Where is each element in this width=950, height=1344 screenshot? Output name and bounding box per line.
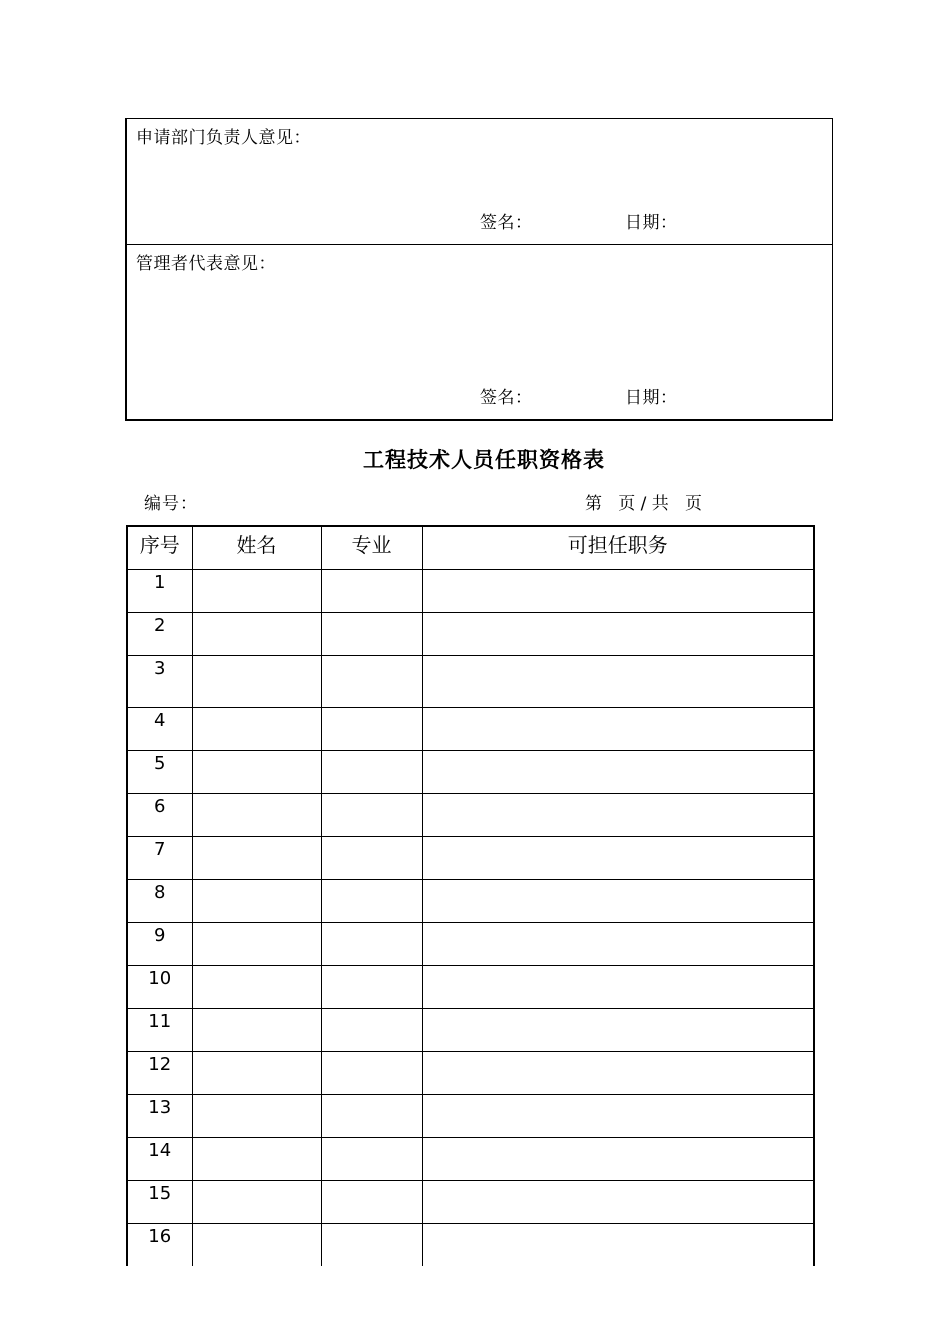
major-cell[interactable] xyxy=(321,1180,422,1223)
position-cell[interactable] xyxy=(422,1223,814,1266)
row-number-cell: 11 xyxy=(127,1008,192,1051)
page-counter: 第 页 / 共 页 xyxy=(585,494,702,514)
management-rep-opinion-section xyxy=(127,245,832,419)
row-number-cell: 2 xyxy=(127,612,192,655)
table-row xyxy=(127,1137,814,1180)
header-serial-no: 序号 xyxy=(127,526,192,569)
row-number-cell: 10 xyxy=(127,965,192,1008)
major-cell[interactable] xyxy=(321,965,422,1008)
major-cell[interactable] xyxy=(321,612,422,655)
position-cell[interactable] xyxy=(422,793,814,836)
table-row xyxy=(127,965,814,1008)
table-row xyxy=(127,750,814,793)
position-cell[interactable] xyxy=(422,612,814,655)
name-cell[interactable] xyxy=(192,965,321,1008)
management-rep-date-label: 日期： xyxy=(625,388,678,408)
name-cell[interactable] xyxy=(192,922,321,965)
form-title: 工程技术人员任职资格表 xyxy=(363,448,605,472)
position-cell[interactable] xyxy=(422,879,814,922)
major-cell[interactable] xyxy=(321,569,422,612)
major-cell[interactable] xyxy=(321,836,422,879)
table-row xyxy=(127,1051,814,1094)
department-head-signature-label: 签名： xyxy=(480,213,533,233)
position-cell[interactable] xyxy=(422,1137,814,1180)
table-row xyxy=(127,569,814,612)
position-cell[interactable] xyxy=(422,922,814,965)
row-number-cell: 6 xyxy=(127,793,192,836)
row-number-cell: 5 xyxy=(127,750,192,793)
row-number-cell: 9 xyxy=(127,922,192,965)
name-cell[interactable] xyxy=(192,836,321,879)
header-name: 姓名 xyxy=(192,526,321,569)
major-cell[interactable] xyxy=(321,1008,422,1051)
management-rep-signature-label: 签名： xyxy=(480,388,533,408)
major-cell[interactable] xyxy=(321,1094,422,1137)
position-cell[interactable] xyxy=(422,1094,814,1137)
department-head-date-label: 日期： xyxy=(625,213,678,233)
position-cell[interactable] xyxy=(422,1180,814,1223)
row-number-cell: 7 xyxy=(127,836,192,879)
department-head-opinion-label: 申请部门负责人意见： xyxy=(136,128,311,148)
table-row xyxy=(127,836,814,879)
table-row xyxy=(127,655,814,707)
name-cell[interactable] xyxy=(192,879,321,922)
row-number-cell: 15 xyxy=(127,1180,192,1223)
major-cell[interactable] xyxy=(321,922,422,965)
major-cell[interactable] xyxy=(321,1137,422,1180)
table-row xyxy=(127,793,814,836)
major-cell[interactable] xyxy=(321,655,422,707)
name-cell[interactable] xyxy=(192,707,321,750)
table-row xyxy=(127,612,814,655)
position-cell[interactable] xyxy=(422,750,814,793)
position-cell[interactable] xyxy=(422,836,814,879)
row-number-cell: 14 xyxy=(127,1137,192,1180)
position-cell[interactable] xyxy=(422,569,814,612)
header-major: 专业 xyxy=(321,526,422,569)
row-number-cell: 12 xyxy=(127,1051,192,1094)
name-cell[interactable] xyxy=(192,1051,321,1094)
table-row xyxy=(127,1180,814,1223)
major-cell[interactable] xyxy=(321,1223,422,1266)
name-cell[interactable] xyxy=(192,1008,321,1051)
table-row xyxy=(127,707,814,750)
name-cell[interactable] xyxy=(192,1223,321,1266)
name-cell[interactable] xyxy=(192,1137,321,1180)
row-number-cell: 13 xyxy=(127,1094,192,1137)
qualification-table xyxy=(126,525,815,1266)
table-row xyxy=(127,1223,814,1266)
table-body xyxy=(127,569,814,1266)
approval-box xyxy=(125,118,833,421)
table-row xyxy=(127,922,814,965)
name-cell[interactable] xyxy=(192,569,321,612)
major-cell[interactable] xyxy=(321,707,422,750)
department-head-opinion-section xyxy=(127,119,832,245)
table-row xyxy=(127,879,814,922)
name-cell[interactable] xyxy=(192,612,321,655)
major-cell[interactable] xyxy=(321,879,422,922)
serial-number-label: 编号： xyxy=(144,494,198,514)
row-number-cell: 16 xyxy=(127,1223,192,1266)
major-cell[interactable] xyxy=(321,750,422,793)
management-rep-opinion-label: 管理者代表意见： xyxy=(136,254,276,274)
row-number-cell: 1 xyxy=(127,569,192,612)
position-cell[interactable] xyxy=(422,965,814,1008)
major-cell[interactable] xyxy=(321,1051,422,1094)
header-position: 可担任职务 xyxy=(422,526,814,569)
position-cell[interactable] xyxy=(422,655,814,707)
major-cell[interactable] xyxy=(321,793,422,836)
position-cell[interactable] xyxy=(422,1051,814,1094)
name-cell[interactable] xyxy=(192,793,321,836)
name-cell[interactable] xyxy=(192,1180,321,1223)
table-row xyxy=(127,1094,814,1137)
table-row xyxy=(127,1008,814,1051)
row-number-cell: 8 xyxy=(127,879,192,922)
table-header-row xyxy=(127,526,814,569)
position-cell[interactable] xyxy=(422,707,814,750)
row-number-cell: 3 xyxy=(127,655,192,707)
row-number-cell: 4 xyxy=(127,707,192,750)
name-cell[interactable] xyxy=(192,655,321,707)
position-cell[interactable] xyxy=(422,1008,814,1051)
name-cell[interactable] xyxy=(192,1094,321,1137)
name-cell[interactable] xyxy=(192,750,321,793)
